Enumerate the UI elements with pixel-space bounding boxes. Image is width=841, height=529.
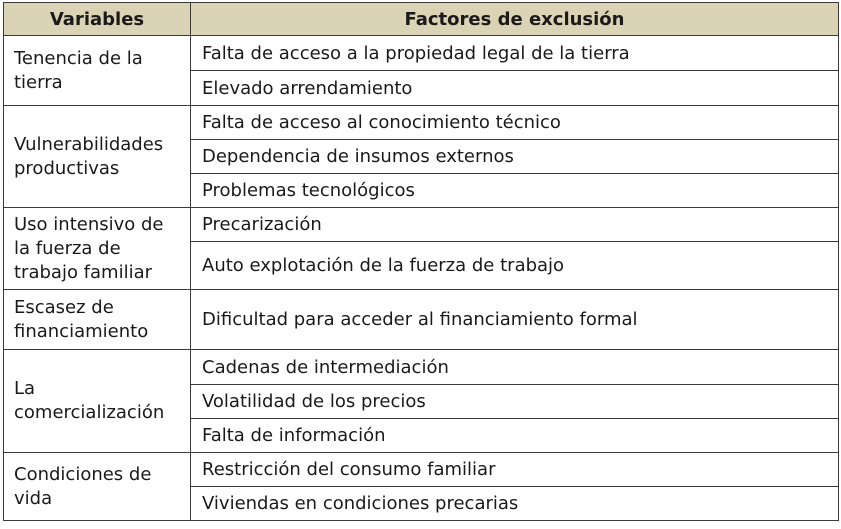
header-factores: Factores de exclusión <box>191 3 839 36</box>
table-row <box>4 350 839 385</box>
variable-cell: Uso intensivo de la fuerza de trabajo familiar <box>4 208 191 290</box>
exclusion-factors-table <box>3 2 839 521</box>
factor-cell: Restricción del consumo familiar <box>191 453 839 487</box>
variable-cell: Condiciones de vida <box>4 453 191 521</box>
variable-cell: Tenencia de la tierra <box>4 36 191 106</box>
table-row <box>4 36 839 71</box>
factor-cell: Elevado arrendamiento <box>191 71 839 106</box>
factor-cell: Dependencia de insumos externos <box>191 140 839 174</box>
factor-cell: Viviendas en condiciones precarias <box>191 487 839 521</box>
table-row <box>4 453 839 487</box>
factor-cell: Precarización <box>191 208 839 242</box>
variable-cell: Escasez de financiamiento <box>4 290 191 350</box>
variable-cell: Vulnerabilidades productivas <box>4 106 191 208</box>
variable-cell: La comercialización <box>4 350 191 453</box>
factor-cell: Auto explotación de la fuerza de trabajo <box>191 242 839 290</box>
factor-cell: Falta de acceso al conocimiento técnico <box>191 106 839 140</box>
table-header-row <box>4 3 839 36</box>
factor-cell: Problemas tecnológicos <box>191 174 839 208</box>
header-variables: Variables <box>4 3 191 36</box>
table-row <box>4 208 839 242</box>
factor-cell: Cadenas de intermediación <box>191 350 839 385</box>
factor-cell: Falta de acceso a la propiedad legal de la tierra <box>191 36 839 71</box>
factor-cell: Volatilidad de los precios <box>191 385 839 419</box>
factor-cell: Dificultad para acceder al financiamiento formal <box>191 290 839 350</box>
factor-cell: Falta de información <box>191 419 839 453</box>
table-row <box>4 290 839 350</box>
table-row <box>4 106 839 140</box>
